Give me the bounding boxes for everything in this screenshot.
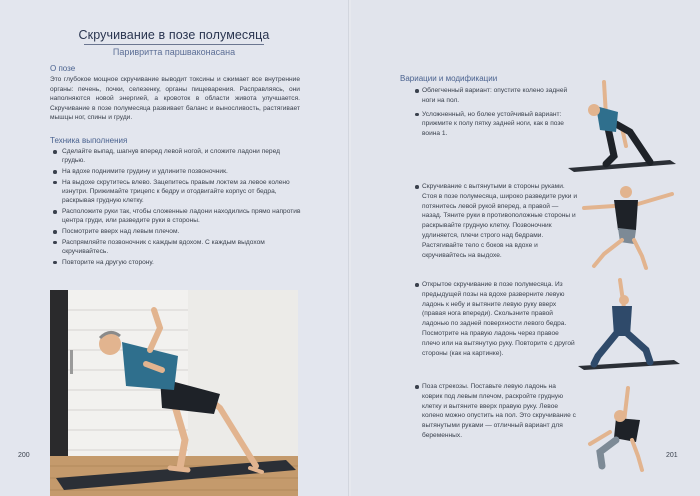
variation-list-4: [412, 382, 578, 445]
list-item: Посмотрите вверх над левым плечом.: [50, 227, 302, 236]
page-title: Скручивание в позе полумесяца: [78, 28, 270, 42]
variation-photo-kneeling: [566, 76, 678, 172]
about-text: Это глубокое мощное скручивание выводит токсины и сжимает все внутренние органы: печень, почки, селезенку, органы пищеварения. Расправляясь, они наполняются новой энергией, а кровоток в области живота улучшается. Скручивание в позе полумесяца развивает баланс и выносливость, растягивает мышцы ног, спины и груди.: [50, 76, 300, 122]
title-underline: [84, 44, 264, 45]
list-item: На вдохе поднимите грудину и удлините позвоночник.: [50, 167, 302, 176]
variation-list-2: [412, 182, 578, 264]
list-item: Распрямляйте позвоночник с каждым вдохом. С каждым выдохом скручивайтесь.: [50, 238, 302, 256]
page-subtitle: Паривритта паршваконасана: [112, 47, 236, 57]
list-item: Сделайте выпад, шагнув вперед левой ногой, и сложите ладони перед грудью.: [50, 147, 302, 165]
yoga-photo-illustration: [50, 290, 298, 496]
list-item: На выдохе скрутитесь влево. Зацепитесь правым локтем за левое колено изнутри. Прижимайте трицепс к бедру и отодвигайте корпус от бедра, раскрывая грудную клетку.: [50, 178, 302, 206]
list-item: Расположите руки так, чтобы сложенные ладони находились прямо напротив центра груди, или разведите руки в стороны.: [50, 207, 302, 225]
variations-heading: Вариации и модификации: [400, 74, 498, 83]
variation-list-1: [412, 86, 578, 143]
list-item: Открытое скручивание в позе полумесяца. Из предыдущей позы на вдохе разверните левую ладонь к небу и вытяните левую руку вверх (правая нога впереди). Скользните правой ладонью по задней поверхности левого бедра. Посмотрите на правую ладонь через правое плечо или на вытянутую руку. Повторите с другой стороны (как на картинке).: [412, 280, 578, 358]
variation-photo-arms-wide: [580, 180, 676, 272]
list-item: Скручивание с вытянутыми в стороны руками. Стоя в позе полумесяца, широко разведите руки и потянитесь левой рукой вперед, а правой — назад. Тяните руки в противоположные стороны и раскрывайте грудную клетку. Позвоночник удлиняется, плечи строго над бедрами. Растягивайте тело с боков на вдохе и скручивайтесь на выдохе.: [412, 182, 578, 260]
list-item: Усложненный, но более устойчивый вариант: прижмите к полу пятку задней ноги, как в позе воина 1.: [412, 110, 578, 139]
page-number-right: 201: [666, 452, 678, 459]
about-heading: О позе: [50, 64, 76, 73]
page-number-left: 200: [18, 452, 30, 459]
list-item: Облегченный вариант: опустите колено задней ноги на пол.: [412, 86, 578, 106]
main-pose-photo: [50, 290, 298, 496]
list-item: Повторите на другую сторону.: [50, 258, 302, 267]
technique-steps: [50, 147, 302, 269]
variation-list-3: [412, 280, 578, 362]
variation-photo-dragonfly: [580, 382, 680, 478]
variation-photo-open-twist: [574, 276, 682, 372]
left-page: [0, 0, 349, 496]
list-item: Поза стрекозы. Поставьте левую ладонь на коврик под левым плечом, раскройте грудную клетку и вытяните вверх правую руку. Левое колено можно опустить на пол. Это скручивание с вытянутыми руками — отличный вариант для беременных.: [412, 382, 578, 441]
technique-heading: Техника выполнения: [50, 136, 128, 145]
